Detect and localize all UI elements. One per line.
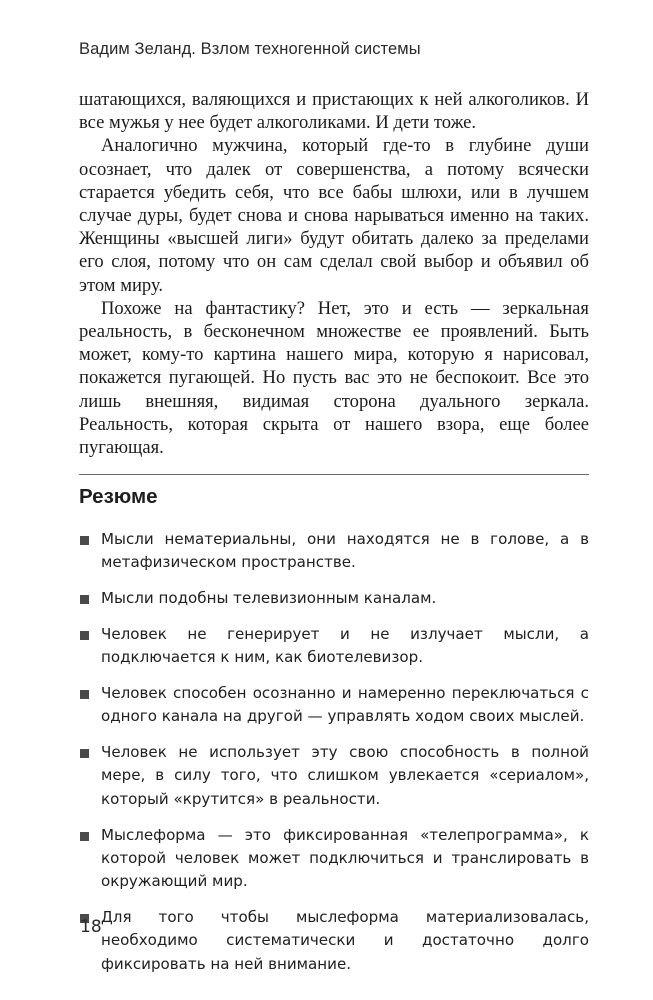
paragraph-continuation: шатающихся, валяющихся и пристающих к ней алкоголиков. И все мужья у нее будет алкоголиками. И дети тоже. xyxy=(79,89,589,134)
summary-item-text: Мыслеформа — это фиксированная «телепрограмма», к которой человек может подключиться и транслировать в окружающий мир. xyxy=(101,825,589,891)
summary-item-text: Человек способен осознанно и намеренно переключаться с одного канала на другой — управлять ходом своих мыслей. xyxy=(101,683,589,726)
page-number: 18 xyxy=(80,917,102,937)
square-bullet-icon xyxy=(80,631,89,640)
summary-item xyxy=(79,587,589,610)
summary-item xyxy=(79,623,589,670)
summary-item-text: Человек не использует эту свою способность в полной мере, в силу того, что слишком увлекается «сериалом», который «крутится» в реальности. xyxy=(101,743,589,808)
summary-list xyxy=(79,528,589,989)
summary-item-text: Мысли подобны телевизионным каналам. xyxy=(101,589,437,608)
summary-item xyxy=(79,682,589,729)
square-bullet-icon xyxy=(80,832,89,841)
summary-item-text: Мысли нематериальны, они находятся не в голове, а в метафизическом пространстве. xyxy=(101,530,589,572)
paragraph-mirror-reality: Похоже на фантастику? Нет, это и есть — зеркальная реальность, в бесконечном множестве ее проявлений. Быть может, кому-то картина нашего мира, которую я нарисовал, покажется пугающей. Но пусть вас это не беспокоит. Все это лишь внешняя, видимая сторона дуального зеркала. Реальность, которая скрыта от нашего взора, еще более пугающая. xyxy=(79,297,589,459)
square-bullet-icon xyxy=(80,690,89,699)
square-bullet-icon xyxy=(80,749,89,758)
summary-item xyxy=(79,528,589,575)
body-text xyxy=(79,88,589,459)
paragraph-analogy: Аналогично мужчина, который где-то в глубине души осознает, что далек от совершенства, а потому всячески старается убедить себя, что все бабы шлюхи, или в лучшем случае дуры, будет снова и снова нарываться именно на таких. Женщины «высшей лиги» будут обитать далеко за пределами его слоя, потому что он сам сделал свой выбор и объявил об этом миру. xyxy=(79,135,589,296)
summary-item xyxy=(79,824,589,894)
summary-item xyxy=(79,906,589,976)
summary-item xyxy=(79,741,589,811)
summary-item-text: Для того чтобы мыслеформа материализовалась, необходимо систематически и достаточно долго фиксировать на ней внимание. xyxy=(101,908,589,973)
running-head-title: Вадим Зеланд. Взлом техногенной системы xyxy=(79,40,421,58)
section-divider xyxy=(79,474,589,475)
square-bullet-icon xyxy=(80,536,89,545)
summary-heading: Резюме xyxy=(79,485,158,508)
summary-item-text: Человек не генерирует и не излучает мысли, а подключается к ним, как биотелевизор. xyxy=(101,624,589,667)
square-bullet-icon xyxy=(80,595,89,604)
